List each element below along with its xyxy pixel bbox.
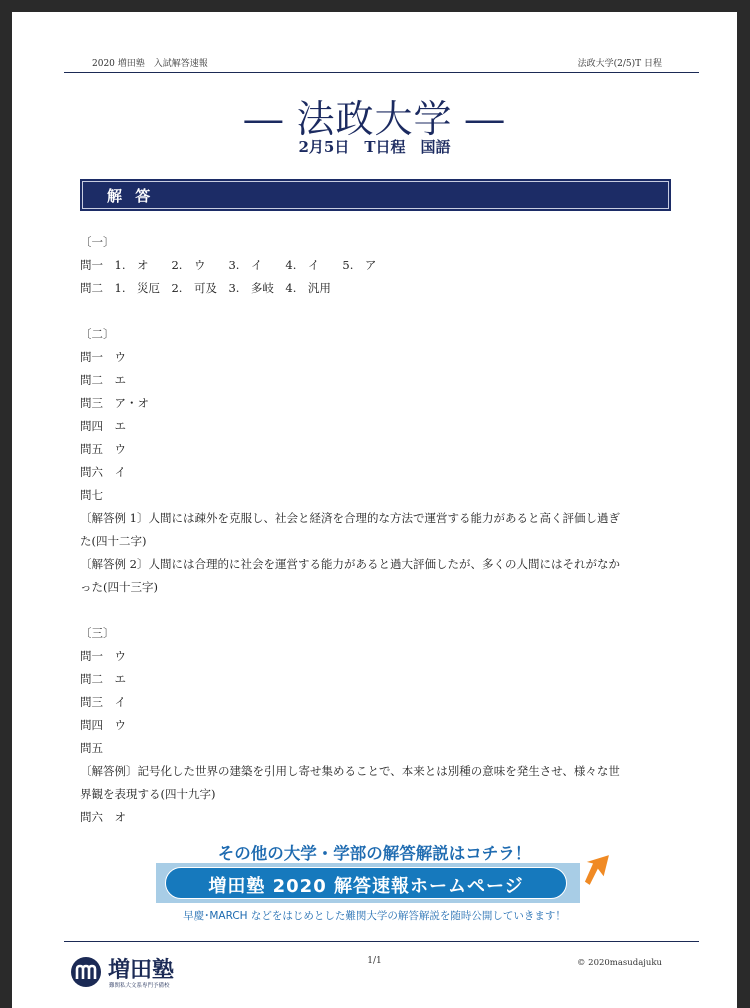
answer-line: 〔二〕 xyxy=(80,327,115,341)
header-left: 2020 増田塾 入試解答速報 xyxy=(92,59,208,69)
page-subtitle: 2月5日 T日程 国語 xyxy=(298,138,451,156)
answer-line: 〔解答例 2〕人間には合理的に社会を運営する能力があると過大評価したが、多くの人間にはそれがなか xyxy=(80,557,620,571)
logo-tagline: 難関私大文系専門予備校 xyxy=(109,983,170,989)
answer-line: 問二 1. 災厄 2. 可及 3. 多岐 4. 汎用 xyxy=(80,281,331,295)
answer-line: 問三 イ xyxy=(80,695,126,709)
answer-line: 問一 1. オ 2. ウ 3. イ 4. イ 5. ア xyxy=(80,258,377,272)
promo-banner-label[interactable]: 増田塾 2020 解答速報ホームページ xyxy=(208,876,524,897)
answer-line: た(四十二字) xyxy=(80,534,147,548)
answer-line: 問二 エ xyxy=(80,672,126,686)
answer-line: 界観を表現する(四十九字) xyxy=(80,787,216,801)
promo-headline[interactable]: その他の大学・学部の解答解説はコチラ！ xyxy=(217,844,532,863)
answer-line: 問四 エ xyxy=(80,419,126,433)
answer-line: 問六 イ xyxy=(80,465,126,479)
section-bar xyxy=(80,179,671,211)
logo-name: 増田塾 xyxy=(108,958,175,983)
document-page xyxy=(12,12,737,1008)
promo-banner[interactable] xyxy=(156,863,580,903)
arrow-pointer-icon xyxy=(580,852,624,886)
answer-line: 問四 ウ xyxy=(80,718,126,732)
page-number: 1/1 xyxy=(367,956,382,966)
answer-line: 〔三〕 xyxy=(80,626,115,640)
header-divider xyxy=(64,72,699,73)
page-title: ― 法政大学 ― xyxy=(244,97,505,141)
header-right: 法政大学(2/5)T 日程 xyxy=(577,59,662,69)
section-bar-frame xyxy=(82,181,669,209)
answer-line: 問二 エ xyxy=(80,373,126,387)
answer-line: 〔一〕 xyxy=(80,235,115,249)
answer-line: 〔解答例〕記号化した世界の建築を引用し寄せ集めることで、本来とは別種の意味を発生させ、様々な世 xyxy=(80,764,620,778)
copyright: © 2020masudajuku xyxy=(576,958,662,968)
answer-line: 問六 オ xyxy=(80,810,126,824)
answer-line: った(四十三字) xyxy=(80,580,158,594)
answer-line: 問一 ウ xyxy=(80,350,126,364)
footer-divider xyxy=(64,941,699,942)
promo-banner-pill[interactable] xyxy=(165,867,567,899)
section-bar-label: 解 答 xyxy=(107,187,155,205)
answer-line: 問三 ア・オ xyxy=(80,396,149,410)
answer-line: 問五 ウ xyxy=(80,442,126,456)
promo-note: 早慶･MARCH などをはじめとした難関大学の解答解説を随時公開していきます！ xyxy=(183,910,566,922)
answer-line: 問一 ウ xyxy=(80,649,126,663)
answer-line: 問五 xyxy=(80,741,103,755)
answer-line: 〔解答例 1〕人間には疎外を克服し、社会と経済を合理的な方法で運営する能力があると高く評価し過ぎ xyxy=(80,511,620,525)
answer-line: 問七 xyxy=(80,488,103,502)
